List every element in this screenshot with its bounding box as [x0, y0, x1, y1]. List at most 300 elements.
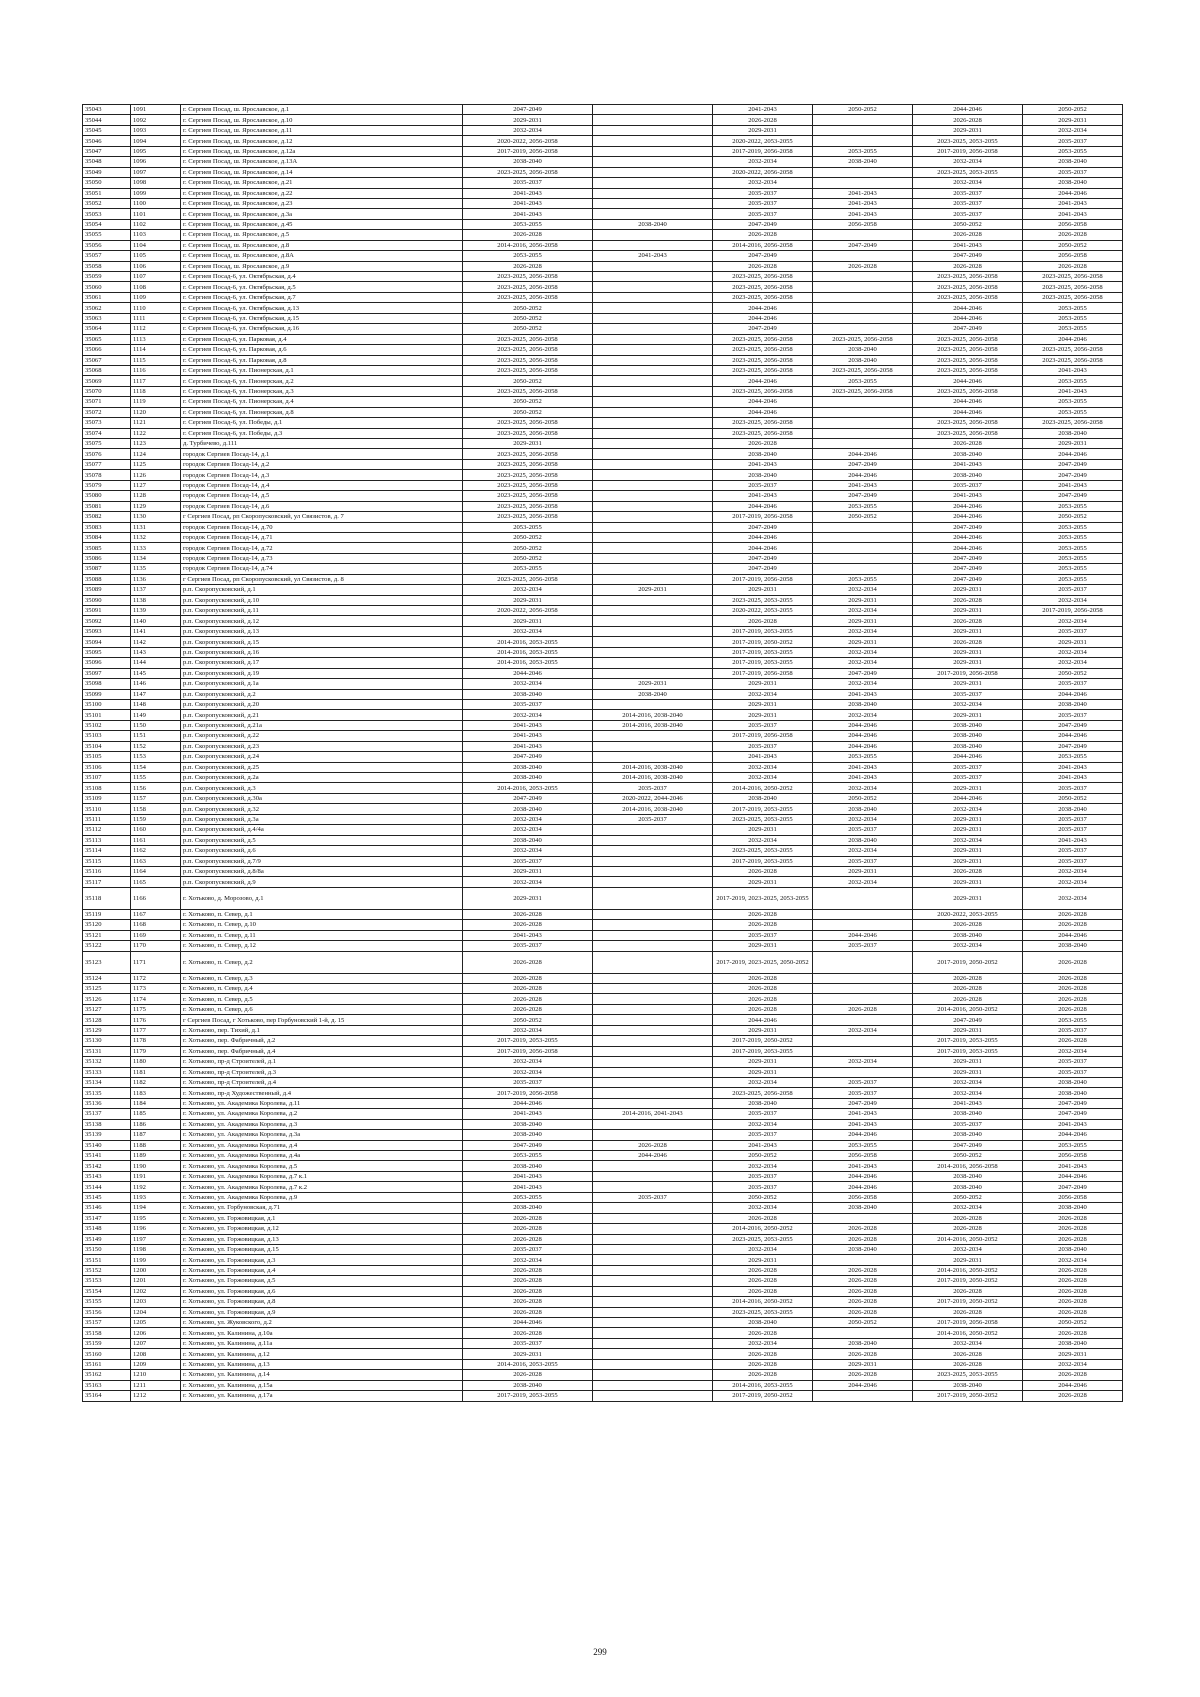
cell-period-col-6: 2041-2043	[1023, 198, 1123, 208]
table-row	[83, 752, 1123, 762]
cell-house-id: 1181	[131, 1067, 181, 1077]
cell-period-col-2	[593, 1182, 713, 1192]
cell-row-id: 35156	[83, 1307, 131, 1317]
cell-period-col-3: 2047-2049	[713, 553, 813, 563]
cell-period-col-3: 2035-2037	[713, 209, 813, 219]
table-row	[83, 1276, 1123, 1286]
cell-address: г. Хотьково, п. Север, д.3	[181, 973, 463, 983]
cell-period-col-5: 2044-2046	[913, 793, 1023, 803]
cell-period-col-6: 2026-2028	[1023, 909, 1123, 919]
cell-period-col-6: 2044-2046	[1023, 188, 1123, 198]
cell-period-col-2	[593, 1046, 713, 1056]
cell-period-col-2	[593, 658, 713, 668]
cell-period-col-6: 2047-2049	[1023, 459, 1123, 469]
cell-period-col-5: 2035-2037	[913, 762, 1023, 772]
cell-period-col-1: 2023-2025, 2056-2058	[463, 418, 593, 428]
cell-period-col-4: 2050-2052	[813, 1318, 913, 1328]
cell-period-col-3: 2041-2043	[713, 1140, 813, 1150]
cell-period-col-4	[813, 439, 913, 449]
cell-period-col-1: 2041-2043	[463, 209, 593, 219]
cell-period-col-2	[593, 146, 713, 156]
cell-period-col-1: 2032-2034	[463, 825, 593, 835]
table-row	[83, 1359, 1123, 1369]
cell-house-id: 1145	[131, 668, 181, 678]
table-row	[83, 1286, 1123, 1296]
cell-period-col-2	[593, 941, 713, 951]
cell-period-col-3: 2023-2025, 2056-2058	[713, 272, 813, 282]
cell-period-col-4: 2044-2046	[813, 930, 913, 940]
cell-address: г. Сергиев Посад-6, ул. Пионерская, д.3	[181, 386, 463, 396]
cell-period-col-4: 2038-2040	[813, 157, 913, 167]
cell-address: г. Хотьково, ул. Академика Королева, д.9	[181, 1192, 463, 1202]
cell-row-id: 35085	[83, 543, 131, 553]
cell-address: г. Хотьково, ул. Горбуновская, д.71	[181, 1203, 463, 1213]
cell-period-col-5: 2035-2037	[913, 1119, 1023, 1129]
cell-period-col-3: 2035-2037	[713, 1130, 813, 1140]
cell-period-col-2	[593, 1077, 713, 1087]
cell-period-col-6: 2032-2034	[1023, 647, 1123, 657]
cell-period-col-1: 2038-2040	[463, 835, 593, 845]
cell-address: г. Хотьково, ул. Горжовицкая, д.13	[181, 1234, 463, 1244]
cell-address: г. Сергиев Посад, ш. Ярославское, д.5	[181, 230, 463, 240]
cell-period-col-4: 2044-2046	[813, 1171, 913, 1181]
cell-address: городок Сергиев Посад-14, д.2	[181, 459, 463, 469]
cell-row-id: 35046	[83, 136, 131, 146]
cell-period-col-4: 2050-2052	[813, 105, 913, 115]
table-row	[83, 564, 1123, 574]
cell-period-col-4	[813, 543, 913, 553]
cell-period-col-6: 2035-2037	[1023, 710, 1123, 720]
cell-row-id: 35048	[83, 157, 131, 167]
cell-period-col-5: 2026-2028	[913, 637, 1023, 647]
cell-period-col-3: 2026-2028	[713, 866, 813, 876]
cell-house-id: 1128	[131, 491, 181, 501]
cell-house-id: 1155	[131, 773, 181, 783]
cell-period-col-4: 2056-2058	[813, 1151, 913, 1161]
cell-row-id: 35112	[83, 825, 131, 835]
cell-period-col-4: 2056-2058	[813, 219, 913, 229]
cell-period-col-3: 2029-2031	[713, 125, 813, 135]
cell-period-col-1: 2050-2052	[463, 1015, 593, 1025]
cell-house-id: 1131	[131, 522, 181, 532]
cell-period-col-1: 2032-2034	[463, 710, 593, 720]
cell-address: р.п. Скоропусковский, д.9	[181, 877, 463, 887]
table-row	[83, 230, 1123, 240]
table-row	[83, 626, 1123, 636]
table-row	[83, 1046, 1123, 1056]
cell-period-col-3: 2014-2016, 2053-2055	[713, 1380, 813, 1390]
cell-period-col-1: 2041-2043	[463, 720, 593, 730]
cell-period-col-6: 2050-2052	[1023, 1318, 1123, 1328]
table-row	[83, 668, 1123, 678]
table-row	[83, 501, 1123, 511]
cell-period-col-1: 2017-2019, 2053-2055	[463, 1391, 593, 1401]
cell-period-col-5: 2026-2028	[913, 1224, 1023, 1234]
cell-row-id: 35134	[83, 1077, 131, 1087]
cell-address: г. Сергиев Посад, ш. Ярославское, д.1	[181, 105, 463, 115]
cell-period-col-4	[813, 115, 913, 125]
cell-period-col-3: 2017-2019, 2056-2058	[713, 574, 813, 584]
cell-period-col-2	[593, 1004, 713, 1014]
cell-period-col-5: 2029-2031	[913, 856, 1023, 866]
cell-period-col-5: 2044-2046	[913, 376, 1023, 386]
cell-period-col-5: 2026-2028	[913, 920, 1023, 930]
cell-house-id: 1140	[131, 616, 181, 626]
cell-period-col-1: 2053-2055	[463, 251, 593, 261]
cell-period-col-4	[813, 920, 913, 930]
cell-period-col-1: 2026-2028	[463, 1297, 593, 1307]
cell-house-id: 1099	[131, 188, 181, 198]
cell-period-col-3: 2026-2028	[713, 994, 813, 1004]
cell-period-col-5: 2026-2028	[913, 973, 1023, 983]
cell-period-col-4: 2041-2043	[813, 188, 913, 198]
cell-period-col-2	[593, 470, 713, 480]
cell-period-col-1: 2023-2025, 2056-2058	[463, 334, 593, 344]
cell-address: г. Сергиев Посад-6, ул. Октябрьская, д.13	[181, 303, 463, 313]
cell-period-col-3: 2017-2019, 2023-2025, 2053-2055	[713, 887, 813, 909]
cell-period-col-1: 2026-2028	[463, 1234, 593, 1244]
table-row	[83, 397, 1123, 407]
cell-period-col-4: 2044-2046	[813, 731, 913, 741]
cell-period-col-4: 2044-2046	[813, 1182, 913, 1192]
cell-period-col-1: 2038-2040	[463, 762, 593, 772]
cell-period-col-6: 2050-2052	[1023, 668, 1123, 678]
table-row	[83, 1025, 1123, 1035]
cell-period-col-4: 2053-2055	[813, 146, 913, 156]
cell-period-col-6: 2032-2034	[1023, 866, 1123, 876]
cell-house-id: 1165	[131, 877, 181, 887]
table-row	[83, 658, 1123, 668]
cell-period-col-6: 2038-2040	[1023, 1244, 1123, 1254]
schedule-table	[82, 104, 1123, 1402]
cell-period-col-2	[593, 825, 713, 835]
cell-period-col-2	[593, 699, 713, 709]
cell-row-id: 35122	[83, 941, 131, 951]
cell-address: г. Хотьково, д. Морозово, д.1	[181, 887, 463, 909]
cell-period-col-2	[593, 324, 713, 334]
cell-period-col-1: 2026-2028	[463, 261, 593, 271]
cell-row-id: 35105	[83, 752, 131, 762]
cell-period-col-1: 2038-2040	[463, 773, 593, 783]
table-row	[83, 920, 1123, 930]
table-row	[83, 386, 1123, 396]
cell-row-id: 35140	[83, 1140, 131, 1150]
table-row	[83, 585, 1123, 595]
cell-row-id: 35050	[83, 178, 131, 188]
cell-period-col-5: 2023-2025, 2056-2058	[913, 272, 1023, 282]
cell-period-col-4	[813, 397, 913, 407]
cell-house-id: 1182	[131, 1077, 181, 1087]
table-row	[83, 941, 1123, 951]
cell-row-id: 35113	[83, 835, 131, 845]
cell-period-col-3: 2035-2037	[713, 720, 813, 730]
cell-period-col-6: 2023-2025, 2056-2058	[1023, 292, 1123, 302]
cell-period-col-6: 2035-2037	[1023, 1057, 1123, 1067]
cell-address: г. Хотьково, ул. Академика Королева, д.3	[181, 1119, 463, 1129]
cell-period-col-3: 2017-2019, 2053-2055	[713, 1046, 813, 1056]
cell-period-col-3: 2050-2052	[713, 1192, 813, 1202]
table-row	[83, 606, 1123, 616]
cell-period-col-2	[593, 397, 713, 407]
cell-period-col-4	[813, 136, 913, 146]
cell-house-id: 1093	[131, 125, 181, 135]
table-row	[83, 543, 1123, 553]
cell-house-id: 1121	[131, 418, 181, 428]
cell-period-col-6: 2053-2055	[1023, 522, 1123, 532]
cell-house-id: 1144	[131, 658, 181, 668]
cell-period-col-6: 2032-2034	[1023, 877, 1123, 887]
cell-period-col-3: 2017-2019, 2053-2055	[713, 647, 813, 657]
table-row	[83, 930, 1123, 940]
table-row	[83, 365, 1123, 375]
cell-period-col-2	[593, 501, 713, 511]
cell-period-col-5: 2041-2043	[913, 491, 1023, 501]
cell-period-col-4	[813, 272, 913, 282]
cell-period-col-6: 2026-2028	[1023, 1297, 1123, 1307]
cell-period-col-4: 2047-2049	[813, 240, 913, 250]
table-row	[83, 1244, 1123, 1254]
cell-period-col-6: 2047-2049	[1023, 491, 1123, 501]
table-row	[83, 1318, 1123, 1328]
cell-period-col-5: 2044-2046	[913, 407, 1023, 417]
cell-period-col-1: 2050-2052	[463, 553, 593, 563]
cell-house-id: 1192	[131, 1182, 181, 1192]
cell-row-id: 35061	[83, 292, 131, 302]
cell-period-col-3: 2023-2025, 2056-2058	[713, 365, 813, 375]
cell-period-col-5: 2047-2049	[913, 251, 1023, 261]
cell-address: г. Хотьково, пр-д Строителей, д.1	[181, 1057, 463, 1067]
cell-row-id: 35043	[83, 105, 131, 115]
cell-period-col-4: 2041-2043	[813, 1119, 913, 1129]
cell-period-col-5: 2044-2046	[913, 313, 1023, 323]
cell-period-col-1: 2050-2052	[463, 407, 593, 417]
cell-period-col-5: 2038-2040	[913, 1380, 1023, 1390]
cell-row-id: 35088	[83, 574, 131, 584]
cell-period-col-1: 2035-2037	[463, 941, 593, 951]
cell-period-col-5: 2032-2034	[913, 178, 1023, 188]
cell-period-col-3: 2026-2028	[713, 1276, 813, 1286]
cell-period-col-6: 2035-2037	[1023, 814, 1123, 824]
cell-period-col-2	[593, 449, 713, 459]
cell-period-col-3: 2026-2028	[713, 616, 813, 626]
cell-row-id: 35120	[83, 920, 131, 930]
cell-house-id: 1180	[131, 1057, 181, 1067]
cell-period-col-4: 2041-2043	[813, 773, 913, 783]
cell-row-id: 35117	[83, 877, 131, 887]
cell-period-col-1: 2041-2043	[463, 198, 593, 208]
cell-period-col-2	[593, 1119, 713, 1129]
cell-house-id: 1137	[131, 585, 181, 595]
cell-period-col-2	[593, 292, 713, 302]
cell-period-col-6: 2041-2043	[1023, 1119, 1123, 1129]
cell-period-col-4: 2032-2034	[813, 846, 913, 856]
cell-row-id: 35065	[83, 334, 131, 344]
cell-period-col-1: 2023-2025, 2056-2058	[463, 167, 593, 177]
cell-period-col-4: 2053-2055	[813, 574, 913, 584]
cell-row-id: 35099	[83, 689, 131, 699]
cell-period-col-2: 2020-2022, 2044-2046	[593, 793, 713, 803]
cell-period-col-5: 2035-2037	[913, 198, 1023, 208]
cell-period-col-6: 2023-2025, 2056-2058	[1023, 282, 1123, 292]
cell-period-col-5: 2026-2028	[913, 1307, 1023, 1317]
cell-period-col-2: 2041-2043	[593, 251, 713, 261]
cell-period-col-3: 2029-2031	[713, 1067, 813, 1077]
cell-house-id: 1123	[131, 439, 181, 449]
cell-address: г. Хотьково, ул. Горжовицкая, д.12	[181, 1224, 463, 1234]
cell-period-col-2	[593, 887, 713, 909]
cell-period-col-5: 2023-2025, 2056-2058	[913, 334, 1023, 344]
cell-address: р.п. Скоропусковский, д.6	[181, 846, 463, 856]
cell-row-id: 35104	[83, 741, 131, 751]
cell-period-col-2	[593, 1025, 713, 1035]
cell-period-col-3: 2023-2025, 2056-2058	[713, 418, 813, 428]
cell-period-col-4: 2041-2043	[813, 1109, 913, 1119]
cell-row-id: 35144	[83, 1182, 131, 1192]
cell-house-id: 1133	[131, 543, 181, 553]
table-row	[83, 1109, 1123, 1119]
cell-house-id: 1167	[131, 909, 181, 919]
cell-period-col-4: 2041-2043	[813, 480, 913, 490]
cell-period-col-2	[593, 428, 713, 438]
cell-period-col-4	[813, 973, 913, 983]
cell-row-id: 35087	[83, 564, 131, 574]
cell-row-id: 35115	[83, 856, 131, 866]
cell-period-col-3: 2044-2046	[713, 313, 813, 323]
cell-period-col-4: 2032-2034	[813, 606, 913, 616]
cell-address: г. Хотьково, п. Север, д.11	[181, 930, 463, 940]
cell-period-col-6: 2035-2037	[1023, 585, 1123, 595]
cell-period-col-1: 2041-2043	[463, 741, 593, 751]
cell-row-id: 35137	[83, 1109, 131, 1119]
cell-period-col-4: 2032-2034	[813, 814, 913, 824]
cell-address: г. Хотьково, п. Север, д.6	[181, 1004, 463, 1014]
cell-period-col-3: 2023-2025, 2056-2058	[713, 428, 813, 438]
table-row	[83, 188, 1123, 198]
cell-period-col-5: 2017-2019, 2056-2058	[913, 668, 1023, 678]
cell-address: р.п. Скоропусковский, д.4/4а	[181, 825, 463, 835]
cell-period-col-1: 2047-2049	[463, 1140, 593, 1150]
cell-house-id: 1175	[131, 1004, 181, 1014]
table-row	[83, 522, 1123, 532]
cell-house-id: 1157	[131, 793, 181, 803]
cell-period-col-5: 2041-2043	[913, 459, 1023, 469]
table-row	[83, 219, 1123, 229]
cell-house-id: 1132	[131, 532, 181, 542]
cell-period-col-2	[593, 595, 713, 605]
cell-row-id: 35091	[83, 606, 131, 616]
cell-house-id: 1097	[131, 167, 181, 177]
cell-period-col-3: 2017-2019, 2050-2052	[713, 637, 813, 647]
cell-period-col-5: 2029-2031	[913, 647, 1023, 657]
cell-period-col-4: 2038-2040	[813, 1203, 913, 1213]
cell-period-col-5: 2029-2031	[913, 585, 1023, 595]
cell-house-id: 1124	[131, 449, 181, 459]
cell-row-id: 35126	[83, 994, 131, 1004]
cell-address: г. Хотьково, ул. Калинина, д.14	[181, 1370, 463, 1380]
cell-period-col-3: 2029-2031	[713, 1025, 813, 1035]
cell-period-col-2: 2044-2046	[593, 1151, 713, 1161]
table-row	[83, 1057, 1123, 1067]
cell-period-col-5: 2044-2046	[913, 105, 1023, 115]
cell-row-id: 35164	[83, 1391, 131, 1401]
cell-period-col-3: 2026-2028	[713, 439, 813, 449]
cell-row-id: 35103	[83, 731, 131, 741]
cell-house-id: 1156	[131, 783, 181, 793]
cell-period-col-4: 2053-2055	[813, 752, 913, 762]
table-row	[83, 313, 1123, 323]
cell-period-col-3: 2047-2049	[713, 564, 813, 574]
cell-period-col-6: 2038-2040	[1023, 941, 1123, 951]
cell-row-id: 35062	[83, 303, 131, 313]
cell-period-col-2	[593, 741, 713, 751]
cell-row-id: 35107	[83, 773, 131, 783]
cell-period-col-3: 2035-2037	[713, 1109, 813, 1119]
cell-period-col-4: 2038-2040	[813, 804, 913, 814]
cell-period-col-1: 2023-2025, 2056-2058	[463, 292, 593, 302]
cell-row-id: 35073	[83, 418, 131, 428]
cell-period-col-5: 2035-2037	[913, 480, 1023, 490]
cell-period-col-6: 2035-2037	[1023, 679, 1123, 689]
cell-period-col-5: 2047-2049	[913, 553, 1023, 563]
cell-period-col-6: 2050-2052	[1023, 512, 1123, 522]
table-row	[83, 909, 1123, 919]
cell-period-col-3: 2023-2025, 2053-2055	[713, 595, 813, 605]
cell-row-id: 35145	[83, 1192, 131, 1202]
cell-period-col-1: 2026-2028	[463, 1265, 593, 1275]
table-row	[83, 334, 1123, 344]
cell-period-col-4: 2026-2028	[813, 1307, 913, 1317]
cell-address: р.п. Скоропусковский, д.30а	[181, 793, 463, 803]
cell-period-col-4	[813, 324, 913, 334]
cell-row-id: 35097	[83, 668, 131, 678]
cell-house-id: 1164	[131, 866, 181, 876]
cell-period-col-3: 2029-2031	[713, 1255, 813, 1265]
cell-period-col-1: 2020-2022, 2056-2058	[463, 606, 593, 616]
cell-address: г. Сергиев Посад-6, ул. Октябрьская, д.7	[181, 292, 463, 302]
cell-period-col-5: 2029-2031	[913, 606, 1023, 616]
cell-address: р.п. Скоропусковский, д.11	[181, 606, 463, 616]
cell-period-col-1: 2047-2049	[463, 793, 593, 803]
cell-period-col-2	[593, 835, 713, 845]
cell-row-id: 35132	[83, 1057, 131, 1067]
cell-period-col-1: 2023-2025, 2056-2058	[463, 501, 593, 511]
cell-house-id: 1109	[131, 292, 181, 302]
cell-row-id: 35069	[83, 376, 131, 386]
table-row	[83, 835, 1123, 845]
cell-period-col-1: 2041-2043	[463, 1182, 593, 1192]
cell-address: р.п. Скоропусковский, д.5	[181, 835, 463, 845]
cell-house-id: 1115	[131, 355, 181, 365]
cell-house-id: 1173	[131, 984, 181, 994]
cell-row-id: 35141	[83, 1151, 131, 1161]
cell-period-col-5: 2014-2016, 2050-2052	[913, 1234, 1023, 1244]
cell-row-id: 35102	[83, 720, 131, 730]
cell-period-col-1: 2044-2046	[463, 1098, 593, 1108]
cell-period-col-6: 2047-2049	[1023, 720, 1123, 730]
cell-period-col-1: 2023-2025, 2056-2058	[463, 449, 593, 459]
cell-period-col-6: 2044-2046	[1023, 731, 1123, 741]
cell-period-col-6: 2041-2043	[1023, 1161, 1123, 1171]
cell-period-col-4: 2026-2028	[813, 1370, 913, 1380]
cell-house-id: 1117	[131, 376, 181, 386]
cell-period-col-6: 2029-2031	[1023, 1349, 1123, 1359]
cell-row-id: 35143	[83, 1171, 131, 1181]
cell-period-col-3: 2029-2031	[713, 679, 813, 689]
cell-period-col-3: 2029-2031	[713, 877, 813, 887]
cell-house-id: 1194	[131, 1203, 181, 1213]
page-number: 299	[593, 1647, 607, 1657]
cell-period-col-3: 2044-2046	[713, 303, 813, 313]
